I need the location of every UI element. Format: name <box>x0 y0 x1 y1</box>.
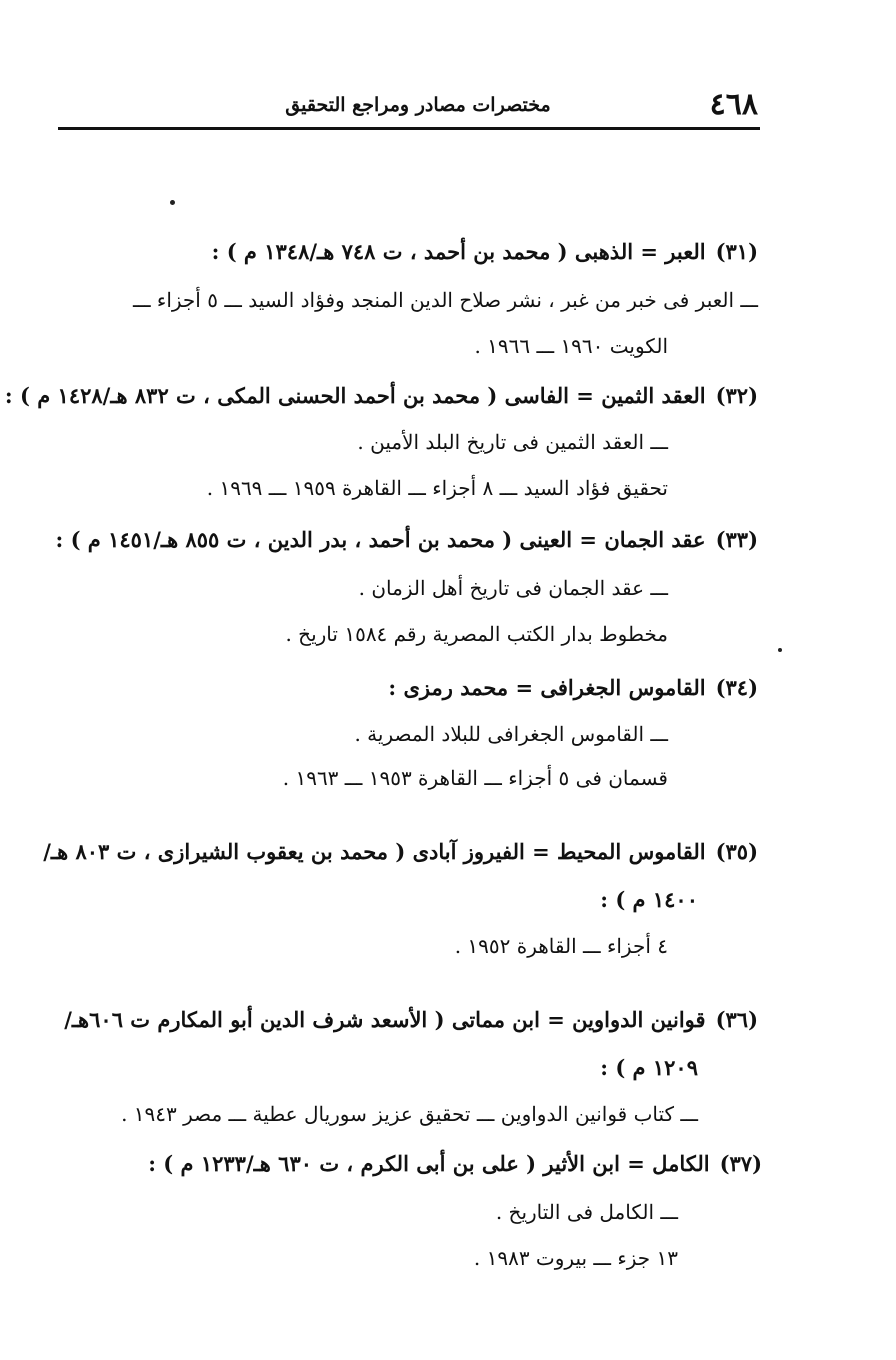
entry-title: الكامل = ابن الأثير ( على بن أبى الكرم ، ت ٦٣٠ هـ/١٢٣٣ م ) : <box>148 1151 710 1176</box>
entry-number: (٣٦) <box>715 1007 758 1032</box>
entry-number: (٣٤) <box>715 675 758 700</box>
entry-heading <box>56 524 759 556</box>
entry-title: قوانين الدواوين = ابن مماتى ( الأسعد شرف الدين أبو المكارم ت ٦٠٦هـ/ <box>64 1007 706 1032</box>
entry-number: (٣١) <box>715 239 758 264</box>
entry-line: الكويت ١٩٦٠ ـــ ١٩٦٦ . <box>474 334 668 358</box>
entry-line: ـــ القاموس الجغرافى للبلاد المصرية . <box>354 722 668 746</box>
entry-line: ـــ العبر فى خبر من غبر ، نشر صلاح الدين المنجد وفؤاد السيد ـــ ٥ أجزاء ـــ <box>133 288 758 312</box>
entry-title: القاموس الجغرافى = محمد رمزى : <box>388 675 706 700</box>
entry-line: قسمان فى ٥ أجزاء ـــ القاهرة ١٩٥٣ ـــ ١٩٦٣ . <box>282 766 668 790</box>
entry-heading <box>388 672 758 704</box>
ink-speck <box>778 648 782 652</box>
entry-line: ـــ الكامل فى التاريخ . <box>495 1200 678 1224</box>
page-header <box>58 88 758 122</box>
entry-title: العقد الثمين = الفاسى ( محمد بن أحمد الحسنى المكى ، ت ٨٣٢ هـ/١٤٢٨ م ) : <box>4 383 706 408</box>
entry-line: ـــ العقد الثمين فى تاريخ البلد الأمين . <box>357 430 668 454</box>
entry-line: ٤ أجزاء ـــ القاهرة ١٩٥٢ . <box>454 934 668 958</box>
entry-heading <box>5 380 758 412</box>
entry-title: القاموس المحيط = الفيروز آبادى ( محمد بن يعقوب الشيرازى ، ت ٨٠٣ هـ/ <box>43 839 706 864</box>
entry-number: (٣٧) <box>719 1151 762 1176</box>
entry-line: ١٢٠٩ م ) : <box>600 1055 698 1080</box>
entry-line: ١٣ جزء ـــ بيروت ١٩٨٣ . <box>473 1246 678 1270</box>
entry-heading <box>148 1148 762 1180</box>
entry-title: العبر = الذهبى ( محمد بن أحمد ، ت ٧٤٨ هـ/١٣٤٨ م ) : <box>211 239 706 264</box>
entry-number: (٣٣) <box>715 527 758 552</box>
ink-speck <box>170 200 175 205</box>
entry-line: ـــ عقد الجمان فى تاريخ أهل الزمان . <box>358 576 668 600</box>
running-title: مختصرات مصادر ومراجع التحقيق <box>285 94 551 116</box>
entry-number: (٣٥) <box>715 839 758 864</box>
entry-heading <box>43 836 758 868</box>
entry-heading <box>64 1004 758 1036</box>
header-rule <box>58 127 760 130</box>
entry-line: ١٤٠٠ م ) : <box>600 887 698 912</box>
entry-line: ـــ كتاب قوانين الدواوين ـــ تحقيق عزيز سوريال عطية ـــ مصر ١٩٤٣ . <box>121 1102 698 1126</box>
entry-number: (٣٢) <box>715 383 758 408</box>
entry-line: مخطوط بدار الكتب المصرية رقم ١٥٨٤ تاريخ . <box>285 622 668 646</box>
page-number: ٤٦٨ <box>709 87 758 122</box>
entry-title: عقد الجمان = العينى ( محمد بن أحمد ، بدر الدين ، ت ٨٥٥ هـ/١٤٥١ م ) : <box>55 527 706 552</box>
entry-line: تحقيق فؤاد السيد ـــ ٨ أجزاء ـــ القاهرة ١٩٥٩ ـــ ١٩٦٩ . <box>206 476 668 500</box>
entry-heading <box>212 236 758 268</box>
